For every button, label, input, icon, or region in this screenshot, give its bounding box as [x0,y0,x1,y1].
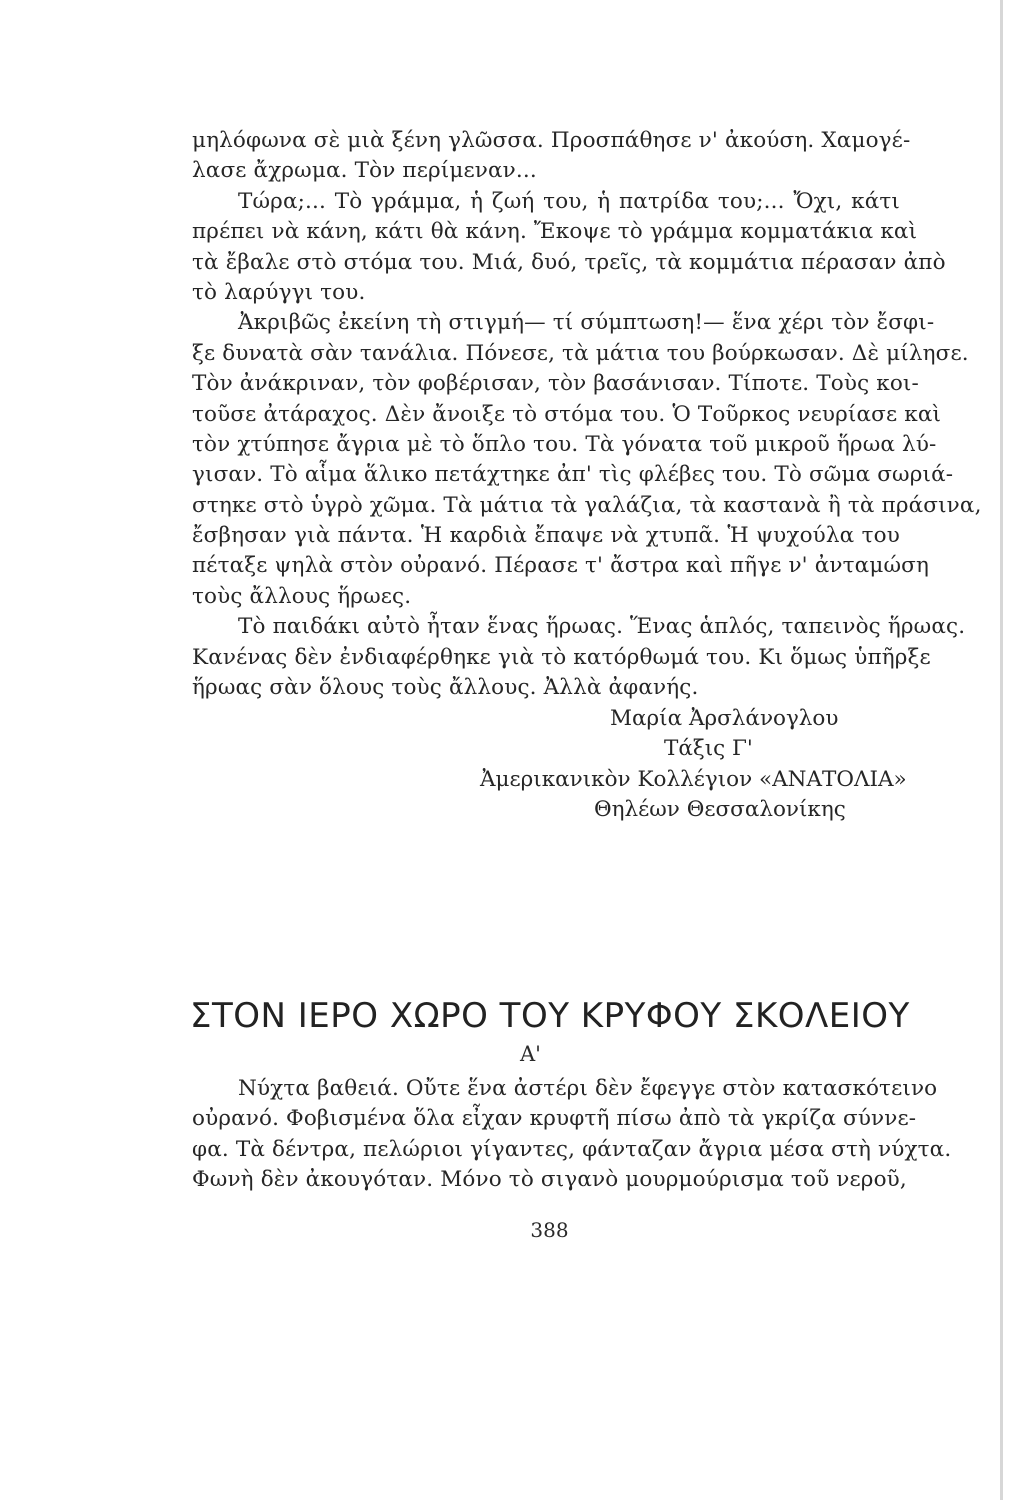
section-title: ΣΤΟΝ ΙΕΡΟ ΧΩΡΟ ΤΟΥ ΚΡΥΦΟΥ ΣΚΟΛΕΙΟΥ [190,996,910,1036]
text-line: τοὺς ἄλλους ἥρωες. [192,583,412,609]
text-line: Ἀκριβῶς ἐκείνη τὴ στιγμή— τί σύμπτωση!— ἕνα χέρι τὸν ἔσφι- [238,310,935,336]
text-line: γισαν. Τὸ αἷμα ἅλικο πετάχτηκε ἀπ' τὶς φλέβες του. Τὸ σῶμα σωριά- [192,462,954,488]
text-line: τὰ ἔβαλε στὸ στόμα του. Μιά, δυό, τρεῖς, τὰ κομμάτια πέρασαν ἀπὸ [192,249,946,275]
text-line: Φωνὴ δὲν ἀκουγόταν. Μόνο τὸ σιγανὸ μουρμούρισμα τοῦ νεροῦ, [192,1167,907,1193]
text-line: λασε ἄχρωμα. Τὸν περίμεναν... [192,158,537,184]
author-name: Μαρία Ἀρσλάνογλου [610,706,839,731]
text-line: οὐρανό. Φοβισμένα ὅλα εἶχαν κρυφτῆ πίσω ἀπὸ τὰ γκρίζα σύννε- [192,1106,917,1132]
text-line: τὸ λαρύγγι του. [192,279,366,305]
text-line: πέταξε ψηλὰ στὸν οὐρανό. Πέρασε τ' ἄστρα καὶ πῆγε ν' ἀνταμώση [192,553,929,579]
text-line: μηλόφωνα σὲ μιὰ ξένη γλῶσσα. Προσπάθησε ν' ἀκούση. Χαμογέ- [192,128,911,153]
section-text [192,1074,952,1196]
section-subtitle: Α' [520,1042,541,1066]
text-line: φα. Τὰ δέντρα, πελώριοι γίγαντες, φάνταζαν ἄγρια μέσα στὴ νύχτα. [192,1136,952,1162]
page-edge [1000,0,1003,1500]
signature-block [460,704,907,826]
text-line: ἥρωας σὰν ὅλους τοὺς ἄλλους. Ἀλλὰ ἀφανής. [192,675,699,701]
text-line: πρέπει νὰ κάνη, κάτι θὰ κάνη. Ἔκοψε τὸ γράμμα κομματάκια καὶ [192,219,918,245]
text-line: Κανένας δὲν ἐνδιαφέρθηκε γιὰ τὸ κατόρθωμά του. Κι ὅμως ὑπῆρξε [192,644,931,670]
author-place: Θηλέων Θεσσαλονίκης [594,797,846,823]
text-line: Τὸν ἀνάκριναν, τὸν φοβέρισαν, τὸν βασάνισαν. Τίποτε. Τοὺς κοι- [192,371,919,397]
text-line: Τώρα;... Τὸ γράμμα, ἡ ζωή του, ἡ πατρίδα του;... Ὄχι, κάτι [238,188,900,214]
page-number: 388 [530,1218,569,1242]
text-line: τοῦσε ἀτάραχος. Δὲν ἄνοιξε τὸ στόμα του. Ὁ Τοῦρκος νευρίασε καὶ [192,401,942,427]
text-line: ἔσβησαν γιὰ πάντα. Ἡ καρδιὰ ἔπαψε νὰ χτυπᾶ. Ἡ ψυχούλα του [192,523,900,549]
main-text [192,126,982,703]
author-class: Τάξις Γ' [664,736,753,762]
text-line: στηκε στὸ ὑγρὸ χῶμα. Τὰ μάτια τὰ γαλάζια, τὰ καστανὰ ἢ τὰ πράσινα, [192,492,982,518]
author-school: Ἀμερικανικὸν Κολλέγιον «ΑΝΑΤΟΛΙΑ» [480,766,907,792]
text-line: Νύχτα βαθειά. Οὔτε ἕνα ἀστέρι δὲν ἔφεγγε στὸν κατασκότεινο [238,1076,938,1101]
text-line: Τὸ παιδάκι αὐτὸ ἦταν ἕνας ἥρωας. Ἕνας ἁπλός, ταπεινὸς ἥρωας. [238,614,966,640]
text-line: τὸν χτύπησε ἄγρια μὲ τὸ ὅπλο του. Τὰ γόνατα τοῦ μικροῦ ἥρωα λύ- [192,431,937,457]
text-line: ξε δυνατὰ σὰν τανάλια. Πόνεσε, τὰ μάτια του βούρκωσαν. Δὲ μίλησε. [192,340,969,366]
